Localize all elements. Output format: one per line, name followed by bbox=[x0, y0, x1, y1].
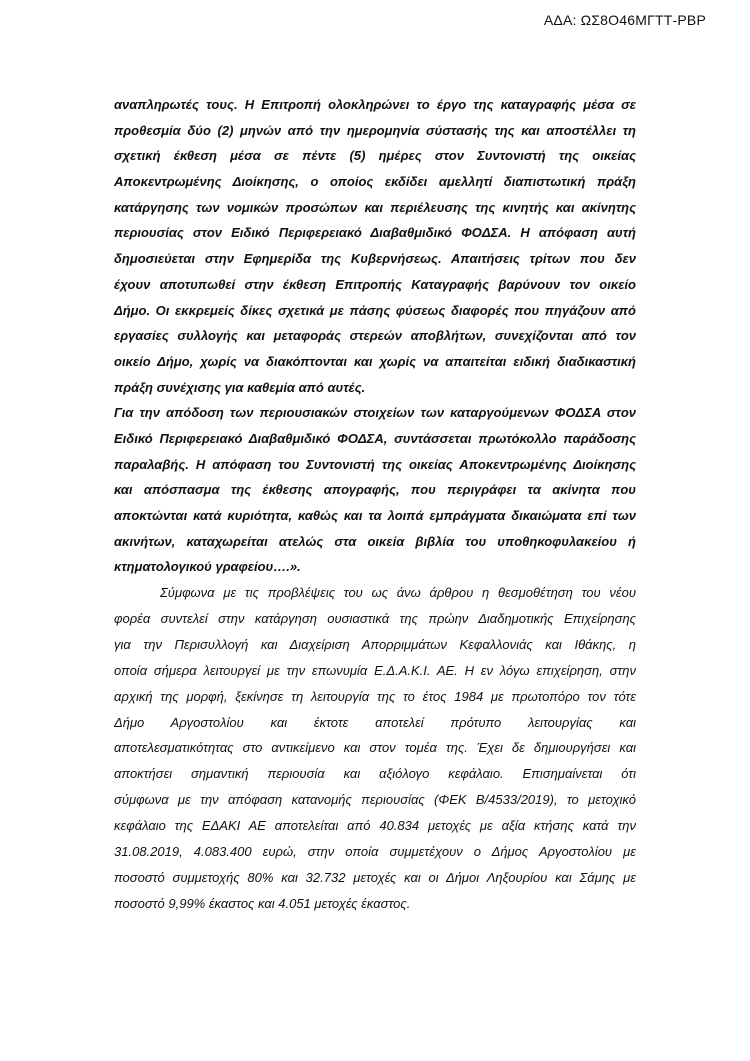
text-line: αναπληρωτές τους. Η Επιτροπή ολοκληρώνει το έργο της καταγραφής μέσα σε bbox=[114, 97, 636, 112]
text-line: 31.08.2019, 4.083.400 ευρώ, στην οποία συμμετέχουν ο Δήμος Αργοστολίου με bbox=[114, 843, 636, 859]
text-line: αποκτήσει σημαντική περιουσία και αξιόλογο κεφάλαιο. Επισημαίνεται ότι bbox=[114, 766, 636, 782]
text-line: οικείο Δήμο, χωρίς να διακόπτονται και χωρίς να απαιτείται ειδική διαδικαστική bbox=[114, 353, 636, 369]
text-line: Σύμφωνα με τις προβλέψεις του ως άνω άρθρου η θεσμοθέτηση του νέου bbox=[160, 585, 636, 601]
text-line: Ειδικό Περιφερειακό Διαβαθμιδικό ΦΟΔΣΑ, συντάσσεται πρωτόκολλο παράδοσης bbox=[114, 430, 636, 446]
text-line: κτηματολογικού γραφείου….». bbox=[114, 559, 301, 575]
ada-code: ΑΔΑ: ΩΣ8Ο46ΜΓΤΤ-ΡΒΡ bbox=[543, 12, 706, 28]
text-line: κατάργησης των νομικών προσώπων και περιέλευσης της κινητής και ακίνητης bbox=[114, 199, 636, 215]
document-content bbox=[114, 92, 636, 917]
text-line: Δήμο. Οι εκκρεμείς δίκες σχετικά με πάσης φύσεως διαφορές που πηγάζουν από bbox=[114, 302, 636, 318]
text-line: περιουσίας στον Ειδικό Περιφερειακό Διαβαθμιδικό ΦΟΔΣΑ. Η απόφαση αυτή bbox=[114, 225, 636, 241]
text-line: ποσοστό 9,99% έκαστος και 4.051 μετοχές έκαστος. bbox=[114, 895, 411, 911]
text-line: αρχική της μορφή, ξεκίνησε τη λειτουργία της το έτος 1984 με πρωτοπόρο τον τότε bbox=[114, 688, 636, 704]
text-line: έχουν αποτυπωθεί στην έκθεση Επιτροπής Καταγραφής βαρύνουν τον οικείο bbox=[114, 276, 636, 292]
text-line: παραλαβής. Η απόφαση του Συντονιστή της οικείας Αποκεντρωμένης Διοίκησης bbox=[114, 456, 636, 472]
text-line: για την Περισυλλογή και Διαχείριση Απορριμμάτων Κεφαλλονιάς και Ιθάκης, η bbox=[114, 636, 636, 652]
text-line: κεφάλαιο της ΕΔΑΚΙ ΑΕ αποτελείται από 40.834 μετοχές με αξία κτήσης κατά την bbox=[114, 818, 636, 834]
text-line: ποσοστό συμμετοχής 80% και 32.732 μετοχές και οι Δήμοι Ληξουρίου και Σάμης με bbox=[114, 869, 636, 885]
body-paragraph bbox=[114, 580, 636, 917]
text-line: αποκτώνται κατά κυριότητα, καθώς και τα λοιπά εμπράγματα δικαιώματα επί των bbox=[114, 508, 636, 523]
text-line: Για την απόδοση των περιουσιακών στοιχείων των καταργούμενων ΦΟΔΣΑ στον bbox=[114, 405, 636, 421]
text-line: πράξη συνέχισης για καθεμία από αυτές. bbox=[114, 379, 366, 395]
text-line: σύμφωνα με την απόφαση κατανομής περιουσίας (ΦΕΚ Β/4533/2019), το μετοχικό bbox=[114, 792, 636, 808]
quoted-article-text bbox=[114, 92, 636, 580]
text-line: προθεσμία δύο (2) μηνών από την ημερομηνία σύστασής της και αποστέλλει τη bbox=[114, 122, 636, 138]
text-line: οποία σήμερα λειτουργεί με την επωνυμία Ε.Δ.Α.Κ.Ι. ΑΕ. Η εν λόγω επιχείρηση, στην bbox=[114, 662, 636, 678]
text-line: αποτελεσματικότητας στο αντικείμενο και στον τομέα της. Έχει δε δημιουργήσει και bbox=[114, 740, 636, 756]
text-line: Αποκεντρωμένης Διοίκησης, ο οποίος εκδίδει αμελλητί διαπιστωτική πράξη bbox=[114, 174, 636, 190]
text-line: Δήμο Αργοστολίου και έκτοτε αποτελεί πρότυπο λειτουργίας και bbox=[114, 714, 636, 730]
text-line: δημοσιεύεται στην Εφημερίδα της Κυβερνήσεως. Απαιτήσεις τρίτων που δεν bbox=[114, 251, 636, 267]
text-line: ακινήτων, καταχωρείται ατελώς στα οικεία βιβλία του υποθηκοφυλακείου ή bbox=[114, 533, 636, 549]
text-line: και απόσπασμα της έκθεσης απογραφής, που περιγράφει τα ακίνητα που bbox=[114, 482, 636, 498]
text-line: σχετική έκθεση μέσα σε πέντε (5) ημέρες στον Συντονιστή της οικείας bbox=[114, 148, 636, 164]
text-line: εργασίες συλλογής και μεταφοράς στερεών αποβλήτων, συνεχίζονται από τον bbox=[114, 328, 636, 344]
text-line: φορέα συντελεί στην κατάργηση ουσιαστικά της πρώην Διαδημοτικής Επιχείρησης bbox=[114, 610, 636, 626]
